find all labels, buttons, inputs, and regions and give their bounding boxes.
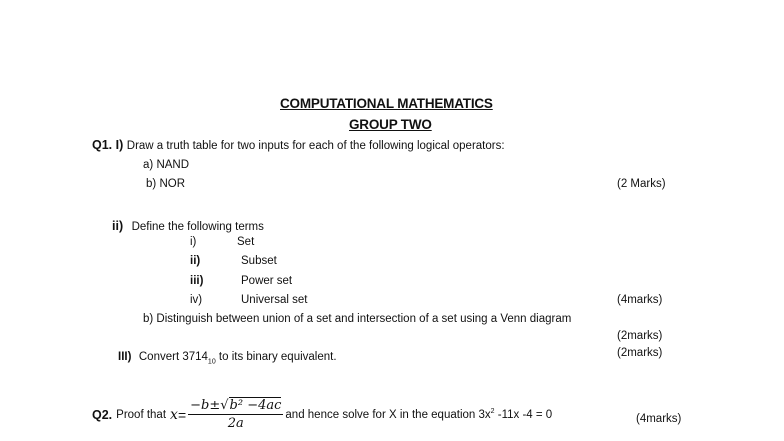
term-label: ii) bbox=[190, 255, 201, 267]
formula-num-prefix: −b± bbox=[190, 398, 221, 413]
equation-superscript: 2 bbox=[490, 408, 495, 416]
part-iii-text-before: Convert 3714 bbox=[138, 351, 208, 363]
term-text: Subset bbox=[241, 255, 277, 267]
part-ii-b-marks: (2marks) bbox=[617, 330, 663, 342]
term-text: Set bbox=[237, 236, 255, 248]
part-iii-marks: (2marks) bbox=[617, 347, 663, 359]
term-label: iv) bbox=[190, 294, 203, 306]
part-i-label: I) bbox=[115, 138, 124, 152]
formula-num-sqrt: b² −4ac bbox=[229, 398, 282, 413]
part-iii-label: III) bbox=[118, 351, 132, 363]
part-iii-text bbox=[138, 351, 337, 366]
page-title: COMPUTATIONAL MATHEMATICS bbox=[280, 96, 493, 111]
term-label: i) bbox=[190, 236, 197, 248]
question-1-row bbox=[92, 138, 505, 152]
part-i-marks: (2 Marks) bbox=[617, 178, 666, 190]
item-text: NAND bbox=[156, 159, 190, 171]
part-i-text: Draw a truth table for two inputs for each of the following logical operators: bbox=[126, 140, 505, 152]
question-2-text-after: and hence solve for X in the equation 3x bbox=[285, 408, 491, 421]
part-ii-text: Define the following terms bbox=[131, 221, 264, 233]
part-iii-row bbox=[118, 347, 337, 365]
item-label: b) bbox=[146, 178, 157, 190]
list-item-nand bbox=[143, 159, 189, 171]
part-iii-text-after: to its binary equivalent. bbox=[215, 351, 337, 363]
formula-equals: = bbox=[177, 406, 187, 423]
question-2-number: Q2. bbox=[92, 407, 113, 422]
question-2-intro: Proof that bbox=[116, 408, 167, 421]
item-label: a) bbox=[143, 159, 154, 171]
part-ii-label: ii) bbox=[112, 219, 124, 233]
question-2-marks: (4marks) bbox=[636, 413, 682, 425]
formula-numerator: −b±√b² −4ac bbox=[190, 398, 282, 413]
term-text: Universal set bbox=[241, 294, 308, 306]
quadratic-formula bbox=[188, 398, 283, 431]
question-2-row bbox=[92, 398, 552, 431]
equation-rest: -11x -4 = 0 bbox=[494, 408, 553, 421]
part-iii-subscript: 10 bbox=[207, 358, 216, 366]
term-label: iii) bbox=[190, 275, 204, 287]
page-subtitle: GROUP TWO bbox=[349, 117, 432, 132]
part-ii-b-text: b) Distinguish between union of a set and intersection of a set using a Venn diagram bbox=[143, 313, 572, 325]
question-2-text bbox=[285, 408, 552, 421]
question-1-number: Q1. bbox=[92, 138, 113, 152]
part-ii-row bbox=[112, 217, 264, 235]
item-text: NOR bbox=[159, 178, 185, 190]
formula-variable: x bbox=[170, 406, 178, 423]
formula-denominator: 2a bbox=[227, 416, 244, 431]
list-item-nor bbox=[146, 178, 185, 190]
terms-marks: (4marks) bbox=[617, 294, 663, 306]
term-text: Power set bbox=[241, 275, 293, 287]
